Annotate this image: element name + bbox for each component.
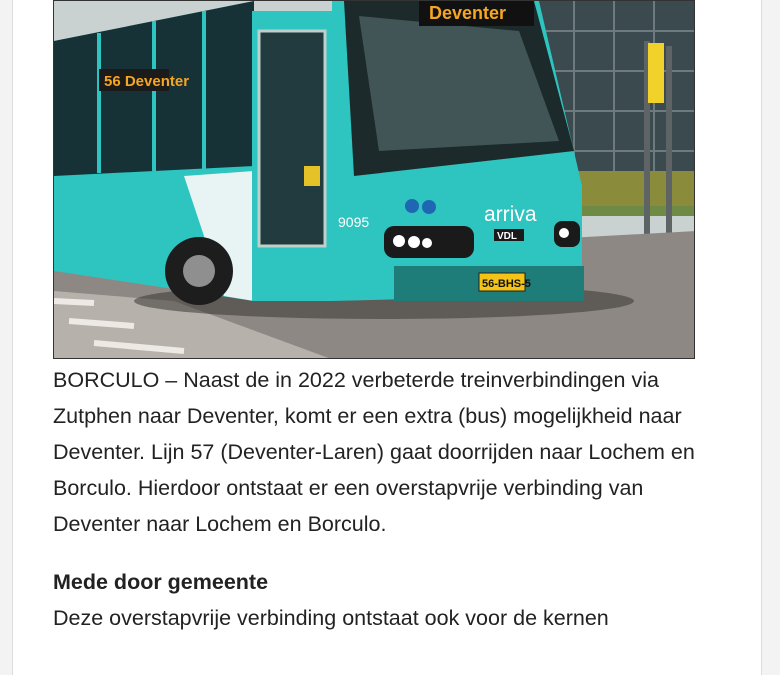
bus-photo [53,0,695,359]
maker-badge-text: VDL [497,231,517,242]
fleet-number-text: 9095 [338,214,370,230]
side-display-text: 56 Deventer [104,73,190,90]
front-display-text: Deventer [429,3,507,23]
license-plate-text: 56-BHS-5 [482,278,531,290]
article-page [12,0,762,675]
article-second-paragraph: Deze overstapvrije verbinding ontstaat ook voor de kernen [53,606,609,630]
bus-brand-text: arriva [484,203,537,226]
article-intro-paragraph: BORCULO – Naast de in 2022 verbeterde treinverbindingen via Zutphen naar Deventer, komt er een extra (bus) mogelijkheid naar Deventer. Lijn 57 (Deventer-Laren) gaat doorrijden naar Lochem en Borculo. Hierdoor ontstaat er een overstapvrije verbinding van Deventer naar Lochem en Borculo. [53,368,695,536]
bus-illustration [54,1,695,359]
article-body [53,362,713,636]
article-subheading: Mede door gemeente [53,570,269,594]
